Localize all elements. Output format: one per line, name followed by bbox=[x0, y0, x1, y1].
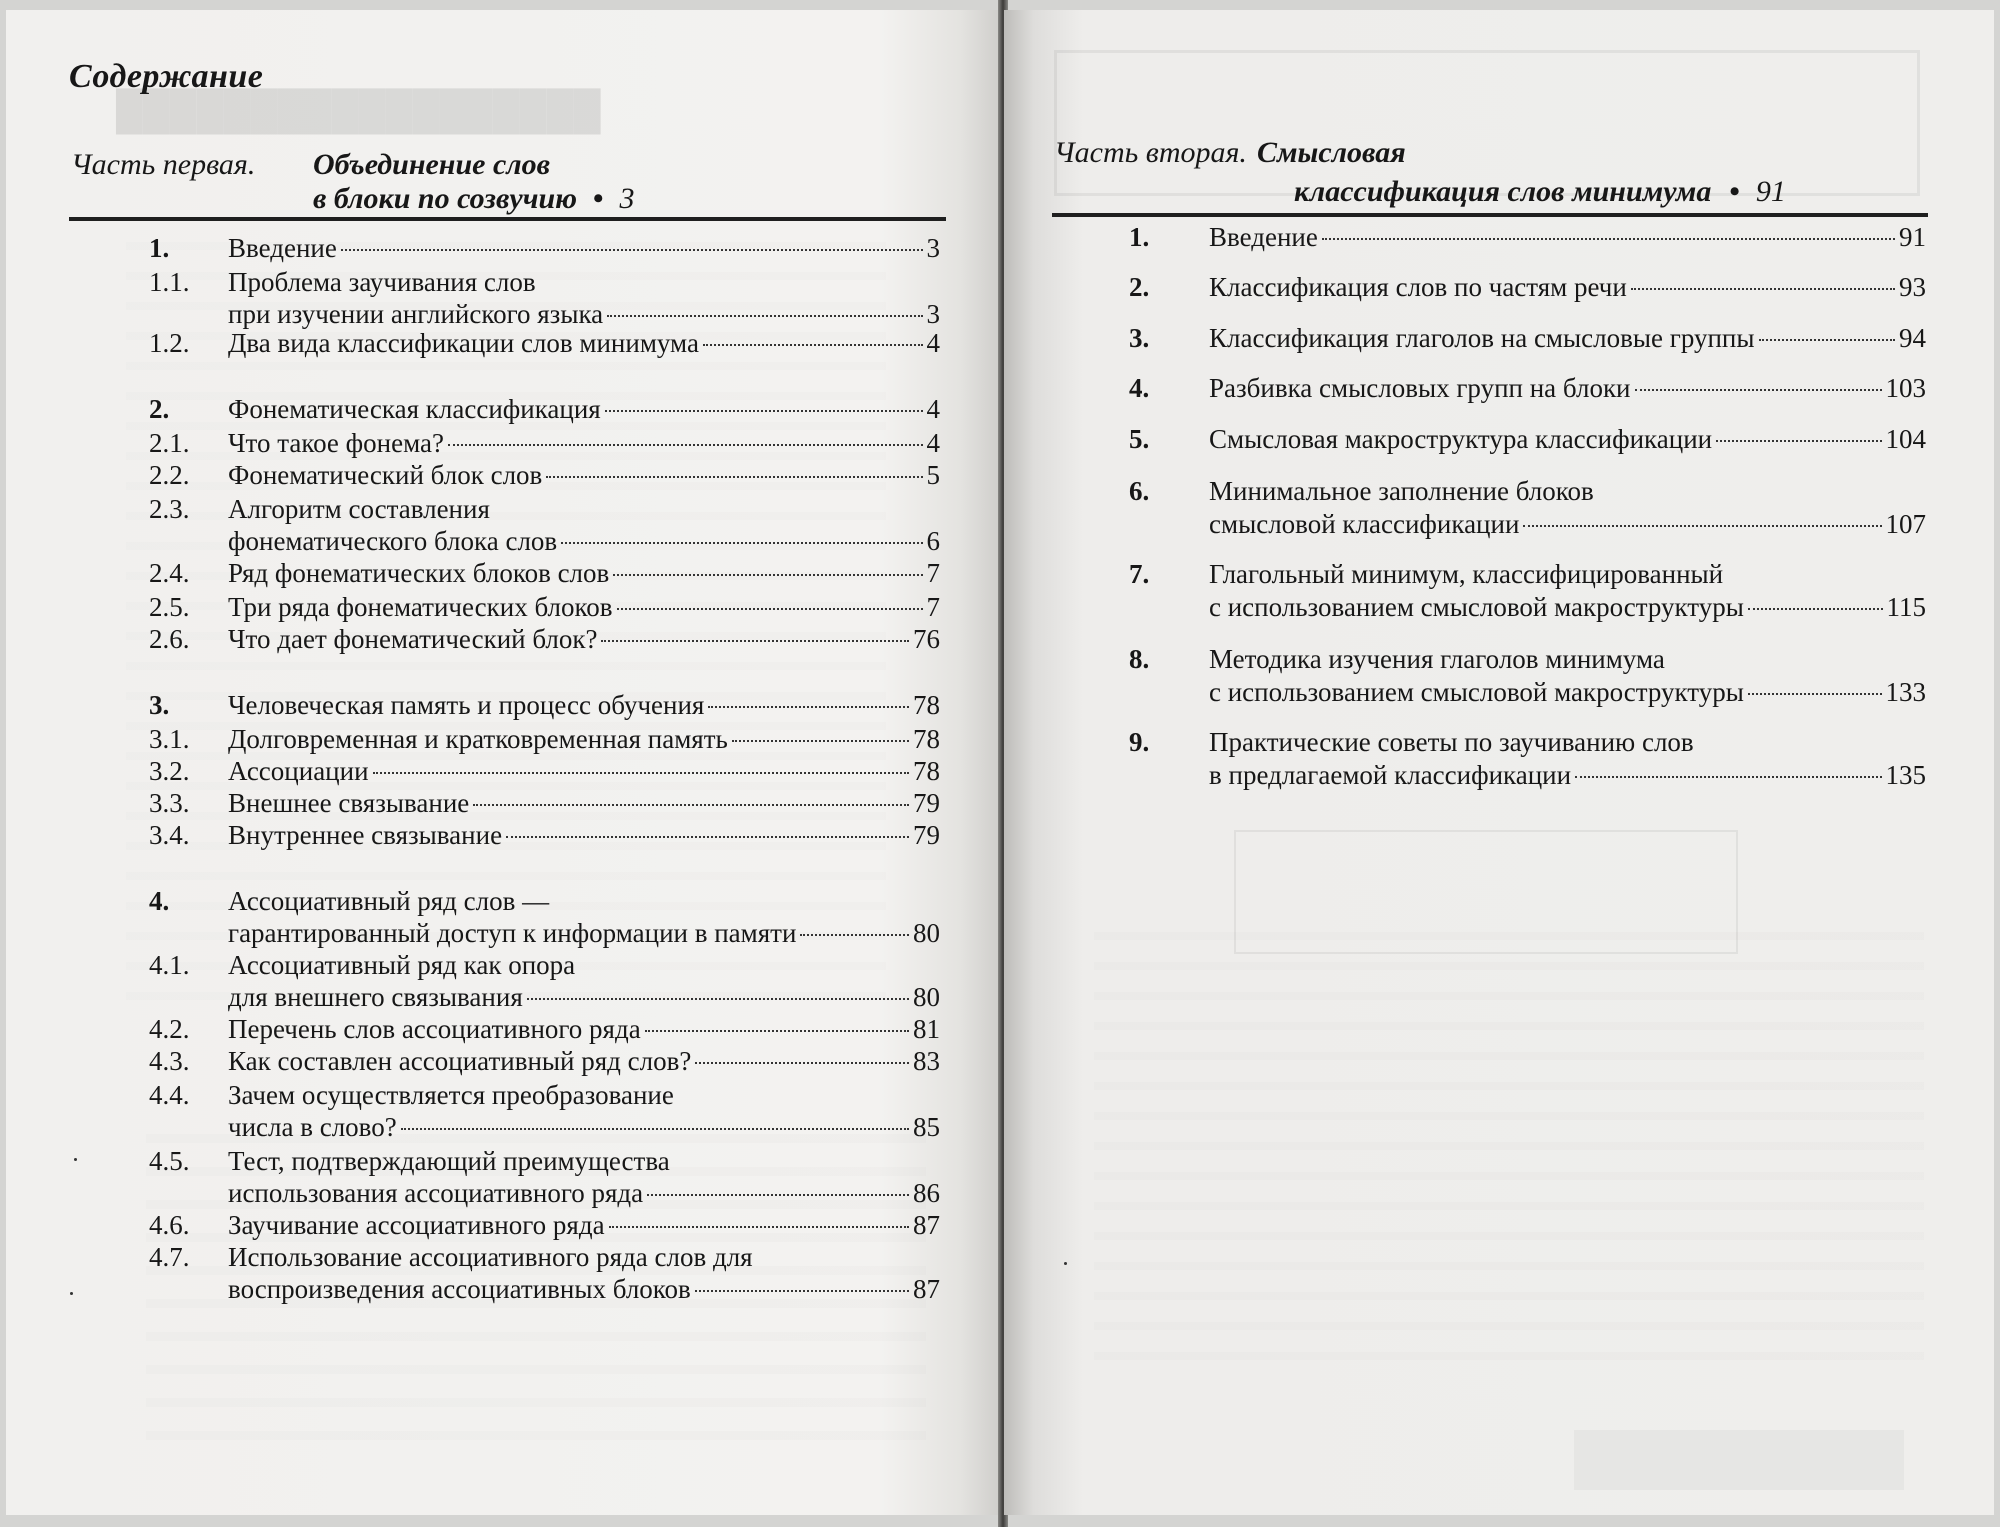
toc-entry-page: 83 bbox=[913, 1046, 940, 1076]
toc-entry-title: фонематического блока слов bbox=[228, 526, 558, 556]
toc-dot-leader bbox=[609, 1226, 909, 1228]
toc-entry-title: Что такое фонема? bbox=[228, 428, 444, 458]
toc-dot-leader bbox=[800, 934, 909, 936]
toc-entry-number: 1. bbox=[149, 233, 170, 263]
toc-dot-leader bbox=[605, 410, 923, 412]
part-one-label-text: Часть первая. bbox=[71, 148, 256, 181]
toc-dot-leader bbox=[1748, 693, 1882, 695]
toc-entry-page: 78 bbox=[913, 724, 940, 754]
toc-entry-page: 7 bbox=[926, 558, 940, 588]
toc-entry-line bbox=[1209, 272, 1926, 303]
toc-dot-leader bbox=[1322, 238, 1895, 240]
toc-dot-leader bbox=[708, 706, 909, 708]
toc-entry-page: 87 bbox=[913, 1274, 940, 1304]
part-one-title-line2-text: в блоки по созвучию bbox=[313, 182, 578, 215]
toc-entry-line bbox=[228, 820, 940, 851]
toc-entry-page: 3 bbox=[926, 299, 940, 329]
toc-entry-number: 4.4. bbox=[149, 1080, 190, 1110]
toc-entry-line bbox=[1209, 373, 1926, 404]
toc-entry-line bbox=[228, 724, 940, 755]
part-two-title-line2-wrap bbox=[1294, 175, 1786, 209]
part-two-label bbox=[1054, 136, 1406, 170]
toc-entry-page: 135 bbox=[1885, 760, 1926, 790]
toc-entry-title: Зачем осуществляется преобразование bbox=[228, 1080, 674, 1110]
toc-entry-title: Минимальное заполнение блоков bbox=[1209, 476, 1594, 506]
toc-entry-number: 9. bbox=[1129, 727, 1150, 757]
part-two-rule bbox=[1052, 213, 1928, 217]
toc-entry-title: Два вида классификации слов минимума bbox=[228, 328, 699, 358]
toc-entry-number: 3.3. bbox=[149, 788, 190, 818]
toc-entry-line bbox=[228, 460, 940, 491]
toc-entry-line bbox=[1209, 323, 1926, 354]
toc-dot-leader bbox=[506, 836, 909, 838]
toc-dot-leader bbox=[1716, 440, 1881, 442]
toc-dot-leader bbox=[448, 444, 923, 446]
part-one-page: 3 bbox=[619, 182, 635, 215]
toc-entry-number: 1.2. bbox=[149, 328, 190, 358]
toc-entry-line bbox=[228, 428, 940, 459]
toc-entry-page: 5 bbox=[926, 460, 940, 490]
toc-dot-leader bbox=[601, 640, 909, 642]
toc-dot-leader bbox=[373, 772, 909, 774]
toc-entry-page: 103 bbox=[1885, 373, 1926, 403]
toc-entry-number: 2. bbox=[149, 394, 170, 424]
toc-entry-title: Смысловая макроструктура классификации bbox=[1209, 424, 1713, 454]
toc-entry-page: 85 bbox=[913, 1112, 940, 1142]
right-page bbox=[1004, 10, 1994, 1515]
toc-dot-leader bbox=[695, 1290, 909, 1292]
toc-entry-line bbox=[228, 756, 940, 787]
toc-entry-line bbox=[228, 1014, 940, 1045]
toc-entry-line bbox=[228, 299, 940, 330]
toc-dot-leader bbox=[617, 608, 923, 610]
toc-entry-line bbox=[228, 592, 940, 623]
toc-dot-leader bbox=[645, 1030, 909, 1032]
toc-entry-page: 107 bbox=[1885, 509, 1926, 539]
toc-dot-leader bbox=[401, 1128, 909, 1130]
toc-entry-title: Алгоритм составления bbox=[228, 494, 490, 524]
print-speck bbox=[1064, 1262, 1067, 1265]
toc-entry-page: 81 bbox=[913, 1014, 940, 1044]
toc-dot-leader bbox=[1759, 339, 1896, 341]
toc-entry-number: 4.2. bbox=[149, 1014, 190, 1044]
toc-entry-number: 6. bbox=[1129, 476, 1150, 506]
toc-entry-number: 4. bbox=[149, 886, 170, 916]
print-speck bbox=[74, 1158, 77, 1161]
toc-entry-title: Ассоциации bbox=[228, 756, 369, 786]
part-one-title-line1: Объединение слов bbox=[313, 148, 551, 181]
toc-dot-leader bbox=[1635, 389, 1882, 391]
toc-entry-line bbox=[228, 394, 940, 425]
toc-entry-number: 3. bbox=[149, 690, 170, 720]
toc-entry-line bbox=[228, 918, 940, 949]
toc-entry-page: 93 bbox=[1899, 272, 1926, 302]
toc-entry-line bbox=[228, 788, 940, 819]
toc-entry-title: при изучении английского языка bbox=[228, 299, 604, 329]
toc-entry-page: 6 bbox=[926, 526, 940, 556]
toc-entry-title: использования ассоциативного ряда bbox=[228, 1178, 644, 1208]
toc-entry-number: 7. bbox=[1129, 559, 1150, 589]
toc-entry-line bbox=[228, 690, 940, 721]
toc-entry-title: Методика изучения глаголов минимума bbox=[1209, 644, 1665, 674]
toc-entry-line bbox=[228, 982, 940, 1013]
toc-entry-page: 4 bbox=[926, 428, 940, 458]
toc-entry-line bbox=[1209, 592, 1926, 623]
toc-entry-number: 2.1. bbox=[149, 428, 190, 458]
toc-entry-line bbox=[228, 267, 536, 298]
toc-entry-line bbox=[228, 328, 940, 359]
toc-entry-number: 8. bbox=[1129, 644, 1150, 674]
toc-entry-title: числа в слово? bbox=[228, 1112, 397, 1142]
toc-entry-number: 4. bbox=[1129, 373, 1150, 403]
toc-entry-number: 2.3. bbox=[149, 494, 190, 524]
part-one-bullet: • bbox=[593, 182, 604, 215]
toc-entry-line bbox=[1209, 222, 1926, 253]
toc-entry-line bbox=[228, 558, 940, 589]
toc-entry-page: 87 bbox=[913, 1210, 940, 1240]
toc-entry-title: Фонематическая классификация bbox=[228, 394, 601, 424]
toc-entry-number: 4.5. bbox=[149, 1146, 190, 1176]
print-speck bbox=[70, 1292, 73, 1295]
toc-entry-number: 3. bbox=[1129, 323, 1150, 353]
toc-entry-title: в предлагаемой классификации bbox=[1209, 760, 1572, 790]
toc-entry-page: 78 bbox=[913, 756, 940, 786]
toc-entry-page: 78 bbox=[913, 690, 940, 720]
toc-entry-line bbox=[228, 886, 549, 917]
toc-entry-line bbox=[228, 1146, 670, 1177]
toc-entry-title: Классификация слов по частям речи bbox=[1209, 272, 1627, 302]
toc-entry-line bbox=[228, 1242, 753, 1273]
toc-entry-title: Внешнее связывание bbox=[228, 788, 470, 818]
toc-entry-page: 104 bbox=[1885, 424, 1926, 454]
toc-entry-line bbox=[228, 1178, 940, 1209]
toc-dot-leader bbox=[473, 804, 909, 806]
toc-entry-title: Три ряда фонематических блоков bbox=[228, 592, 613, 622]
toc-entry-page: 3 bbox=[926, 233, 940, 263]
part-two-label-text: Часть вторая. bbox=[1054, 136, 1247, 169]
toc-entry-line bbox=[1209, 727, 1694, 758]
toc-entry-title: Как составлен ассоциативный ряд слов? bbox=[228, 1046, 692, 1076]
toc-entry-number: 4.3. bbox=[149, 1046, 190, 1076]
toc-entry-number: 3.1. bbox=[149, 724, 190, 754]
toc-entry-page: 91 bbox=[1899, 222, 1926, 252]
toc-dot-leader bbox=[613, 574, 922, 576]
toc-entry-title: Введение bbox=[228, 233, 337, 263]
toc-entry-line bbox=[228, 1112, 940, 1143]
toc-entry-title: Перечень слов ассоциативного ряда bbox=[228, 1014, 641, 1044]
toc-entry-title: для внешнего связывания bbox=[228, 982, 523, 1012]
toc-entry-line bbox=[228, 1210, 940, 1241]
toc-entry-number: 2.5. bbox=[149, 592, 190, 622]
toc-entry-line bbox=[228, 624, 940, 655]
toc-entry-line bbox=[228, 1274, 940, 1305]
toc-entry-title: Долговременная и кратковременная память bbox=[228, 724, 728, 754]
toc-entry-page: 79 bbox=[913, 788, 940, 818]
toc-dot-leader bbox=[732, 740, 909, 742]
toc-entry-title: Разбивка смысловых групп на блоки bbox=[1209, 373, 1631, 403]
toc-dot-leader bbox=[1748, 608, 1883, 610]
toc-entry-title: Классификация глаголов на смысловые группы bbox=[1209, 323, 1755, 353]
toc-dot-leader bbox=[561, 542, 922, 544]
toc-entry-title: с использованием смысловой макроструктуры bbox=[1209, 677, 1744, 707]
toc-dot-leader bbox=[607, 315, 922, 317]
toc-dot-leader bbox=[703, 344, 923, 346]
toc-entry-title: Ассоциативный ряд как опора bbox=[228, 950, 576, 980]
toc-entry-title: воспроизведения ассоциативных блоков bbox=[228, 1274, 691, 1304]
toc-entry-number: 2.2. bbox=[149, 460, 190, 490]
toc-entry-page: 115 bbox=[1886, 592, 1926, 622]
toc-entry-line bbox=[1209, 559, 1723, 590]
toc-entry-title: Проблема заучивания слов bbox=[228, 267, 536, 297]
toc-dot-leader bbox=[695, 1062, 909, 1064]
toc-entry-line bbox=[1209, 760, 1926, 791]
part-two-title-line2: классификация слов минимума bbox=[1294, 175, 1712, 208]
toc-entry-number: 4.7. bbox=[149, 1242, 190, 1272]
toc-entry-number: 3.4. bbox=[149, 820, 190, 850]
toc-entry-page: 94 bbox=[1899, 323, 1926, 353]
toc-dot-leader bbox=[546, 476, 922, 478]
toc-entry-page: 4 bbox=[926, 328, 940, 358]
part-one-title-line2 bbox=[313, 182, 635, 216]
toc-dot-leader bbox=[341, 249, 923, 251]
toc-entry-title: Ассоциативный ряд слов — bbox=[228, 886, 550, 916]
toc-dot-leader bbox=[527, 998, 909, 1000]
toc-entry-number: 2.6. bbox=[149, 624, 190, 654]
toc-entry-title: смысловой классификации bbox=[1209, 509, 1520, 539]
toc-entry-number: 4.6. bbox=[149, 1210, 190, 1240]
left-page: ██████████████████ Содержание Часть первая. Объединение слов в блоки по созвучию • 3 1. Введение 3 1.1. Проблема заучивания слов при изучении английского языка 3 1.2. Два вида классификации слов минимума 4 2. Фонематическая классификация 4 2.1. Что такое фонема? 4 2.2. Фонематический блок слов 5 2.3. Алгоритм составления фонематического блока слов 6 2.4. Ряд фонематических блоков слов 7 2.5. Три ряда фонематических блоков 7 2.6. Что дает фонематический блок? 76 3. Человеческая память и процесс обучения 78 3.1. Долговременная и кратковременная память 78 3.2. Ассоциации 78 3.3. Внешнее связывание 79 3.4. Внутреннее связывание 79 4. Ассоциативный ряд слов — гарантированный доступ к информации в памяти 80 4.1. Ассоциативный ряд как опора для внешнего связывания 80 4.2. Перечень слов ассоциативного ряда 81 4.3. Как составлен ассоциативный ряд слов? 83 4.4. Зачем осуществляется преобразование числа в слово? 85 4.5. Тест, подтверждающий преимущества использования ассоциативного ряда 86 4.6. Заучивание ассоциативного ряда 87 4.7. Использование ассоциативного ряда слов для воспроизведения ассоциативных блоков 87 bbox=[6, 10, 1000, 1515]
toc-entry-title: с использованием смысловой макроструктуры bbox=[1209, 592, 1744, 622]
toc-entry-line bbox=[228, 233, 940, 264]
toc-entry-page: 76 bbox=[913, 624, 940, 654]
toc-entry-title: Что дает фонематический блок? bbox=[228, 624, 598, 654]
toc-entry-line bbox=[228, 1046, 940, 1077]
part-two-bullet: • bbox=[1729, 175, 1740, 208]
toc-entry-title: Введение bbox=[1209, 222, 1318, 252]
toc-entry-title: Практические советы по заучиванию слов bbox=[1209, 727, 1694, 757]
toc-entry-number: 1. bbox=[1129, 222, 1150, 252]
toc-dot-leader bbox=[1575, 776, 1881, 778]
toc-entry-line bbox=[1209, 677, 1926, 708]
part-two-page: 91 bbox=[1755, 175, 1786, 208]
toc-entry-title: Фонематический блок слов bbox=[228, 460, 543, 490]
toc-entry-number: 2.4. bbox=[149, 558, 190, 588]
toc-entry-page: 79 bbox=[913, 820, 940, 850]
toc-dot-leader bbox=[647, 1194, 909, 1196]
toc-entry-line bbox=[228, 494, 490, 525]
toc-entry-page: 4 bbox=[926, 394, 940, 424]
toc-entry-number: 5. bbox=[1129, 424, 1150, 454]
part-two-title-line1: Смысловая bbox=[1256, 136, 1406, 169]
part-one-rule bbox=[69, 217, 946, 221]
toc-entry-title: Заучивание ассоциативного ряда bbox=[228, 1210, 605, 1240]
toc-entry-page: 86 bbox=[913, 1178, 940, 1208]
toc-entry-line bbox=[1209, 424, 1926, 455]
toc-entry-page: 80 bbox=[913, 982, 940, 1012]
toc-entry-title: Человеческая память и процесс обучения bbox=[228, 690, 705, 720]
toc-entry-line bbox=[1209, 476, 1594, 507]
part-one-label bbox=[71, 148, 255, 182]
toc-entry-title: Внутреннее связывание bbox=[228, 820, 503, 850]
toc-entry-title: Ряд фонематических блоков слов bbox=[228, 558, 610, 588]
toc-entry-title: Глагольный минимум, классифицированный bbox=[1209, 559, 1724, 589]
toc-entry-number: 4.1. bbox=[149, 950, 190, 980]
toc-entry-page: 133 bbox=[1885, 677, 1926, 707]
toc-dot-leader bbox=[1631, 288, 1895, 290]
toc-entry-page: 7 bbox=[926, 592, 940, 622]
toc-entry-title: Использование ассоциативного ряда слов для bbox=[228, 1242, 753, 1272]
toc-entry-number: 1.1. bbox=[149, 267, 190, 297]
toc-entry-page: 80 bbox=[913, 918, 940, 948]
toc-entry-title: гарантированный доступ к информации в памяти bbox=[228, 918, 797, 948]
toc-entry-line bbox=[228, 950, 575, 981]
toc-entry-line bbox=[1209, 509, 1926, 540]
toc-entry-number: 3.2. bbox=[149, 756, 190, 786]
toc-entry-title: Тест, подтверждающий преимущества bbox=[228, 1146, 670, 1176]
toc-entry-number: 2. bbox=[1129, 272, 1150, 302]
toc-entry-line bbox=[228, 526, 940, 557]
running-head: Содержание bbox=[69, 58, 264, 95]
toc-entry-line bbox=[1209, 644, 1665, 675]
toc-dot-leader bbox=[1523, 525, 1881, 527]
toc-entry-line bbox=[228, 1080, 674, 1111]
